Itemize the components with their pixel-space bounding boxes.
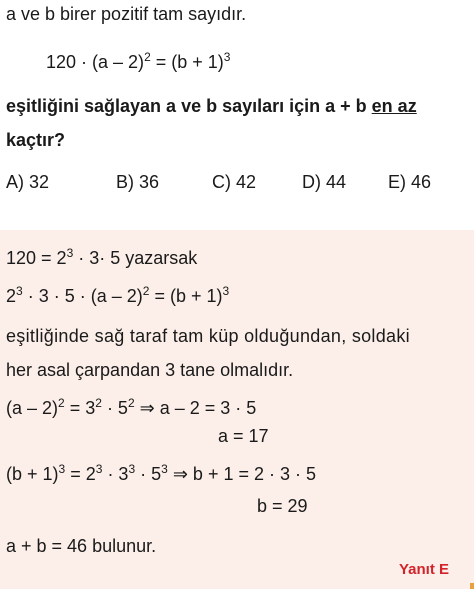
exponent: 2	[127, 396, 135, 410]
question-intro: a ve b birer pozitif tam sayıdır.	[6, 4, 247, 24]
exponent: 3	[16, 284, 23, 298]
solution-line-5	[6, 398, 256, 419]
exponent: 3	[58, 462, 66, 476]
solution-line-2	[6, 286, 229, 307]
solution-text: · 3· 5 yazarsak	[73, 248, 198, 268]
option-c[interactable]: C) 42	[212, 172, 257, 192]
equation-rhs: = (b + 1)	[150, 52, 224, 72]
exponent: 3	[161, 462, 168, 476]
solution-text: 2	[6, 286, 17, 306]
solution-text: = (b + 1)	[149, 286, 223, 306]
equation-rhs-exponent: 3	[223, 50, 231, 64]
exponent: 3	[128, 462, 136, 476]
solution-text: = 3	[64, 398, 96, 418]
option-d[interactable]: D) 44	[302, 172, 347, 192]
answer-label: Yanıt E	[399, 561, 450, 578]
solution-panel	[0, 230, 474, 589]
solution-text: 120 = 2	[6, 248, 67, 268]
question-prompt	[6, 96, 417, 117]
solution-text: = 2	[65, 464, 96, 484]
solution-text: (a – 2)	[6, 398, 59, 418]
exponent: 2	[142, 284, 150, 298]
solution-line-8: b = 29	[257, 496, 308, 516]
solution-line-6: a = 17	[218, 426, 269, 446]
solution-line-1	[6, 248, 197, 269]
solution-line-7	[6, 464, 316, 485]
solution-text: · 5	[135, 464, 162, 484]
solution-line-4: her asal çarpandan 3 tane olmalıdır.	[6, 360, 294, 380]
option-a[interactable]: A) 32	[6, 172, 50, 192]
solution-text: (b + 1)	[6, 464, 59, 484]
solution-line-9: a + b = 46 bulunur.	[6, 536, 157, 556]
exponent: 3	[66, 246, 74, 260]
solution-text: ⇒ a – 2 = 3 · 5	[134, 398, 257, 418]
exponent: 3	[222, 284, 230, 298]
equation-lhs: 120 · (a – 2)	[46, 52, 145, 72]
solution-text: · 3	[102, 464, 129, 484]
question-prompt-emphasis: en az	[371, 96, 417, 116]
option-b[interactable]: B) 36	[116, 172, 160, 192]
option-e[interactable]: E) 46	[388, 172, 432, 192]
question-equation	[46, 52, 230, 73]
solution-text: · 3 · 5 · (a – 2)	[22, 286, 143, 306]
exponent: 3	[95, 462, 103, 476]
solution-text: ⇒ b + 1 = 2 · 3 · 5	[167, 464, 317, 484]
equation-lhs-exponent: 2	[144, 50, 151, 64]
exponent: 2	[58, 396, 65, 410]
exponent: 2	[95, 396, 102, 410]
solution-line-3: eşitliğinde sağ taraf tam küp olduğundan, soldaki	[6, 326, 410, 346]
corner-tab-mark	[470, 583, 474, 589]
solution-text: · 5	[101, 398, 128, 418]
question-prompt-line2: kaçtır?	[6, 130, 66, 150]
question-prompt-text: eşitliğini sağlayan a ve b sayıları için a + b	[6, 96, 372, 116]
